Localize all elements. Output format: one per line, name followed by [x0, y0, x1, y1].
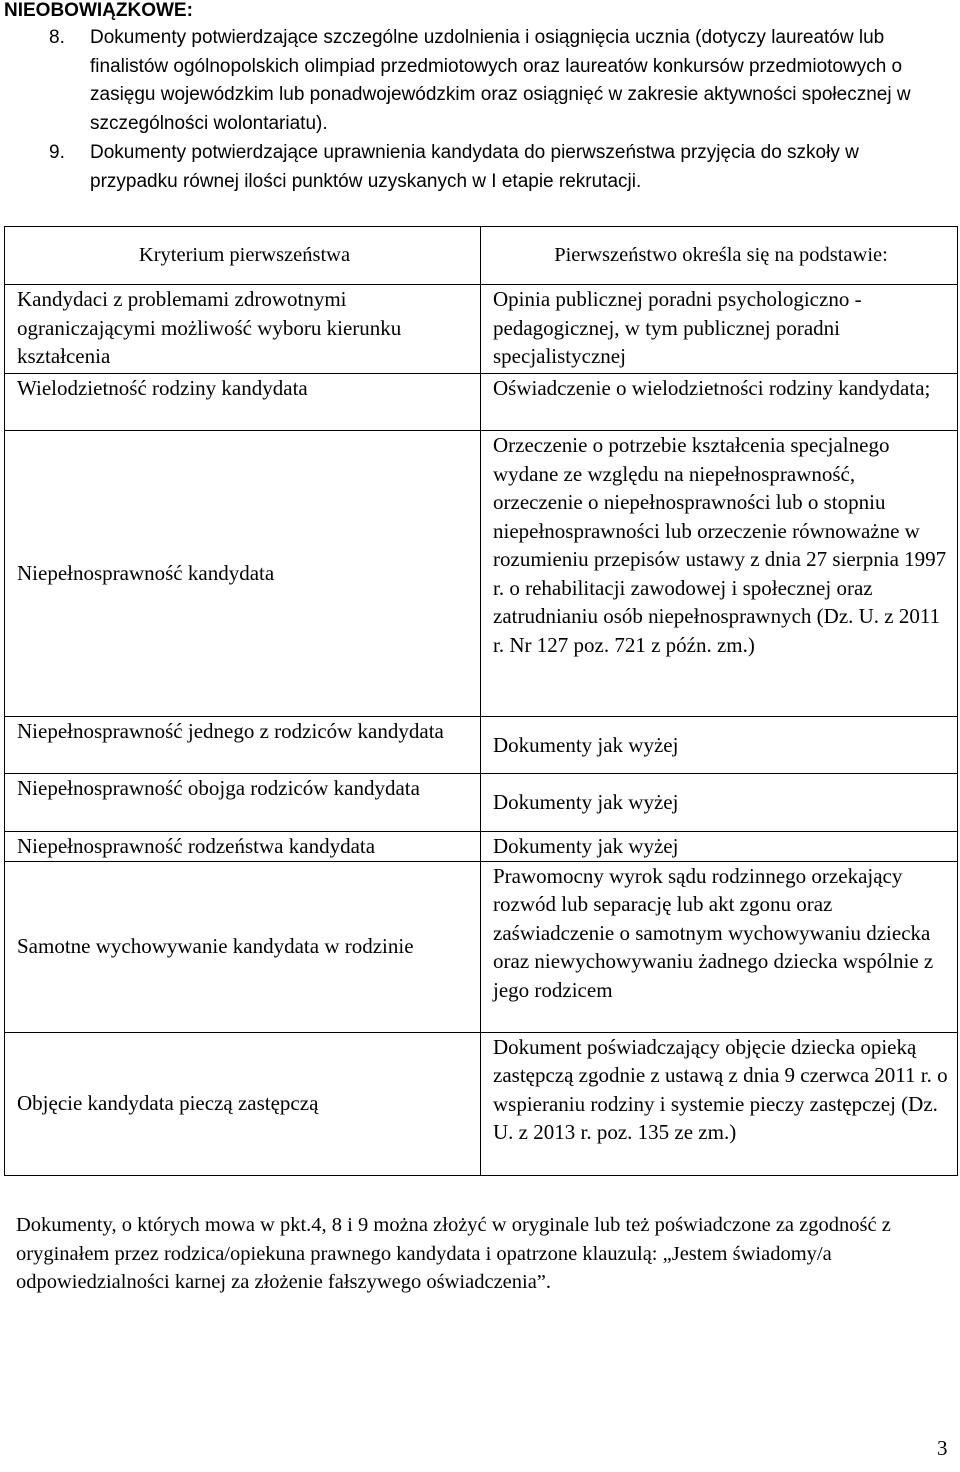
criterion-cell: Objęcie kandydata pieczą zastępczą: [5, 1032, 481, 1175]
list-item-text: Dokumenty potwierdzające uprawnienia kandydata do pierwszeństwa przyjęcia do szkoły w przypadku równej ilości punktów uzyskanych w I etapie rekrutacji.: [90, 142, 859, 192]
table-row: [5, 1032, 958, 1175]
table-row: [5, 861, 958, 1032]
criterion-cell: Niepełnosprawność rodzeństwa kandydata: [5, 832, 481, 862]
list-item-text: Dokumenty potwierdzające szczególne uzdolnienia i osiągnięcia ucznia (dotyczy laureatów lub finalistów ogólnopolskich olimpiad przedmiotowych oraz laureatów konkursów przedmiotowych o zasięgu wojewódzkim lub ponadwojewódzkim oraz osiągnięć w zakresie aktywności społecznej w szczególności wolontariatu).: [90, 27, 911, 134]
table-header-basis: Pierwszeństwo określa się na podstawie:: [481, 227, 958, 285]
list-item-number: 8.: [49, 27, 65, 48]
criterion-cell: Niepełnosprawność obojga rodziców kandydata: [5, 774, 481, 832]
criterion-cell: Kandydaci z problemami zdrowotnymi ograniczającymi możliwość wyboru kierunku kształcenia: [5, 285, 481, 374]
criterion-cell: Samotne wychowywanie kandydata w rodzinie: [5, 861, 481, 1032]
list-item-8: [49, 24, 930, 138]
basis-cell: Oświadczenie o wielodzietności rodziny kandydata;: [481, 374, 958, 431]
footer-note: Dokumenty, o których mowa w pkt.4, 8 i 9 można złożyć w oryginale lub też poświadczone za zgodność z oryginałem przez rodzica/opiekuna prawnego kandydata i opatrzone klauzulą: „Jestem świadomy/a odpowiedzialności karnej za złożenie fałszywego oświadczenia”.: [16, 1214, 891, 1293]
criterion-cell: Wielodzietność rodziny kandydata: [5, 374, 481, 431]
priority-criteria-table: [4, 226, 958, 1176]
table-header-criterion: Kryterium pierwszeństwa: [5, 227, 481, 285]
criterion-cell: Niepełnosprawność kandydata: [5, 431, 481, 717]
table-row: [5, 285, 958, 374]
basis-cell: Prawomocny wyrok sądu rodzinnego orzekający rozwód lub separację lub akt zgonu oraz zaświadczenie o samotnym wychowywaniu dziecka oraz niewychowywaniu żadnego dziecka wspólnie z jego rodzicem: [481, 861, 958, 1032]
criterion-cell: Niepełnosprawność jednego z rodziców kandydata: [5, 717, 481, 774]
table-row: [5, 717, 958, 774]
table-row: [5, 774, 958, 832]
basis-cell: Dokumenty jak wyżej: [481, 717, 958, 774]
table-row: [5, 374, 958, 431]
list-item-9: [49, 139, 930, 196]
basis-cell: Orzeczenie o potrzebie kształcenia specjalnego wydane ze względu na niepełnosprawność, orzeczenie o niepełnosprawności lub o stopniu niepełnosprawności lub orzeczenie równoważne w rozumieniu przepisów ustawy z dnia 27 sierpnia 1997 r. o rehabilitacji zawodowej i społecznej oraz zatrudnianiu osób niepełnosprawnych (Dz. U. z 2011 r. Nr 127 poz. 721 z późn. zm.): [481, 431, 958, 717]
basis-cell: Dokumenty jak wyżej: [481, 774, 958, 832]
basis-cell: Opinia publicznej poradni psychologiczno - pedagogicznej, w tym publicznej poradni specjalistycznej: [481, 285, 958, 374]
basis-cell: Dokumenty jak wyżej: [481, 832, 958, 862]
page-number: 3: [937, 1436, 948, 1460]
section-heading: NIEOBOWIĄZKOWE:: [4, 0, 193, 21]
table-row: [5, 832, 958, 862]
table-row: [5, 431, 958, 717]
table-header-row: [5, 227, 958, 285]
basis-cell: Dokument poświadczający objęcie dziecka opieką zastępczą zgodnie z ustawą z dnia 9 czerwca 2011 r. o wspieraniu rodziny i systemie pieczy zastępczej (Dz. U. z 2013 r. poz. 135 ze zm.): [481, 1032, 958, 1175]
list-item-number: 9.: [49, 142, 65, 163]
